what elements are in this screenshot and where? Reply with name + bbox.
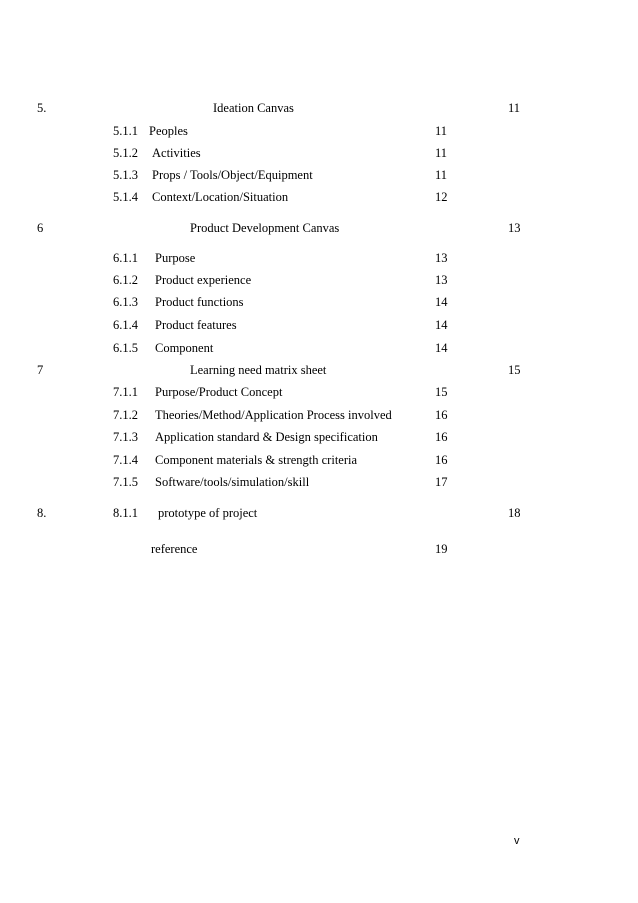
toc-entry-5-1-2-page: 11 bbox=[435, 146, 448, 160]
toc-entry-6-1-4-number: 6.1.4 bbox=[113, 318, 138, 332]
toc-entry-6-1-1-title: Purpose bbox=[155, 251, 196, 265]
section-6-title: Product Development Canvas bbox=[190, 221, 340, 235]
toc-entry-6-1-2-number: 6.1.2 bbox=[113, 273, 138, 287]
toc-entry-5-1-4-page: 12 bbox=[435, 190, 448, 204]
section-7-number: 7 bbox=[37, 363, 44, 377]
toc-entry-5-1-1-page: 11 bbox=[435, 124, 448, 138]
section-5-page: 11 bbox=[508, 101, 521, 115]
toc-entry-5-1-4-title: Context/Location/Situation bbox=[152, 190, 289, 204]
toc-entry-8-1-1-number: 8.1.1 bbox=[113, 506, 138, 520]
section-7-title: Learning need matrix sheet bbox=[190, 363, 327, 377]
toc-entry-7-1-5-page: 17 bbox=[435, 475, 448, 489]
toc-entry-6-1-5-page: 14 bbox=[435, 341, 448, 355]
toc-entry-7-1-2-page: 16 bbox=[435, 408, 448, 422]
toc-entry-5-1-4-number: 5.1.4 bbox=[113, 190, 138, 204]
toc-entry-5-1-3-title: Props / Tools/Object/Equipment bbox=[152, 168, 313, 182]
toc-entry-6-1-3-page: 14 bbox=[435, 295, 448, 309]
toc-entry-6-1-4-title: Product features bbox=[155, 318, 237, 332]
toc-entry-7-1-3-title: Application standard & Design specification bbox=[155, 430, 378, 444]
toc-entry-6-1-2-page: 13 bbox=[435, 273, 448, 287]
toc-entry-5-1-1-title: Peoples bbox=[149, 124, 188, 138]
reference-page: 19 bbox=[435, 542, 448, 556]
toc-entry-7-1-4-page: 16 bbox=[435, 453, 448, 467]
toc-entry-6-1-4-page: 14 bbox=[435, 318, 448, 332]
section-5-number: 5. bbox=[37, 101, 47, 115]
toc-entry-5-1-3-number: 5.1.3 bbox=[113, 168, 138, 182]
toc-entry-6-1-1-page: 13 bbox=[435, 251, 448, 265]
toc-entry-7-1-4-number: 7.1.4 bbox=[113, 453, 138, 467]
toc-entry-7-1-2-title: Theories/Method/Application Process involved bbox=[155, 408, 392, 422]
toc-entry-7-1-5-title: Software/tools/simulation/skill bbox=[155, 475, 310, 489]
toc-entry-7-1-2-number: 7.1.2 bbox=[113, 408, 138, 422]
toc-entry-6-1-1-number: 6.1.1 bbox=[113, 251, 138, 265]
toc-entry-7-1-1-page: 15 bbox=[435, 385, 448, 399]
toc-entry-7-1-3-number: 7.1.3 bbox=[113, 430, 138, 444]
section-6-number: 6 bbox=[37, 221, 44, 235]
section-6-page: 13 bbox=[508, 221, 521, 235]
section-7-page: 15 bbox=[508, 363, 521, 377]
toc-entry-7-1-1-number: 7.1.1 bbox=[113, 385, 138, 399]
toc-entry-5-1-1-number: 5.1.1 bbox=[113, 124, 138, 138]
toc-entry-8-1-1-page: 18 bbox=[508, 506, 521, 520]
section-5-title: Ideation Canvas bbox=[213, 101, 294, 115]
toc-entry-6-1-3-number: 6.1.3 bbox=[113, 295, 138, 309]
toc-entry-6-1-5-number: 6.1.5 bbox=[113, 341, 138, 355]
toc-entry-8-1-1-title: prototype of project bbox=[158, 506, 258, 520]
toc-entry-7-1-4-title: Component materials & strength criteria bbox=[155, 453, 358, 467]
toc-entry-5-1-2-title: Activities bbox=[152, 146, 201, 160]
reference-title: reference bbox=[151, 542, 198, 556]
toc-entry-5-1-3-page: 11 bbox=[435, 168, 448, 182]
toc-entry-7-1-1-title: Purpose/Product Concept bbox=[155, 385, 283, 399]
toc-entry-7-1-5-number: 7.1.5 bbox=[113, 475, 138, 489]
section-8-number: 8. bbox=[37, 506, 47, 520]
toc-entry-7-1-3-page: 16 bbox=[435, 430, 448, 444]
toc-entry-6-1-2-title: Product experience bbox=[155, 273, 252, 287]
toc-entry-6-1-3-title: Product functions bbox=[155, 295, 244, 309]
toc-entry-6-1-5-title: Component bbox=[155, 341, 214, 355]
page-number: v bbox=[514, 835, 520, 847]
toc-entry-5-1-2-number: 5.1.2 bbox=[113, 146, 138, 160]
